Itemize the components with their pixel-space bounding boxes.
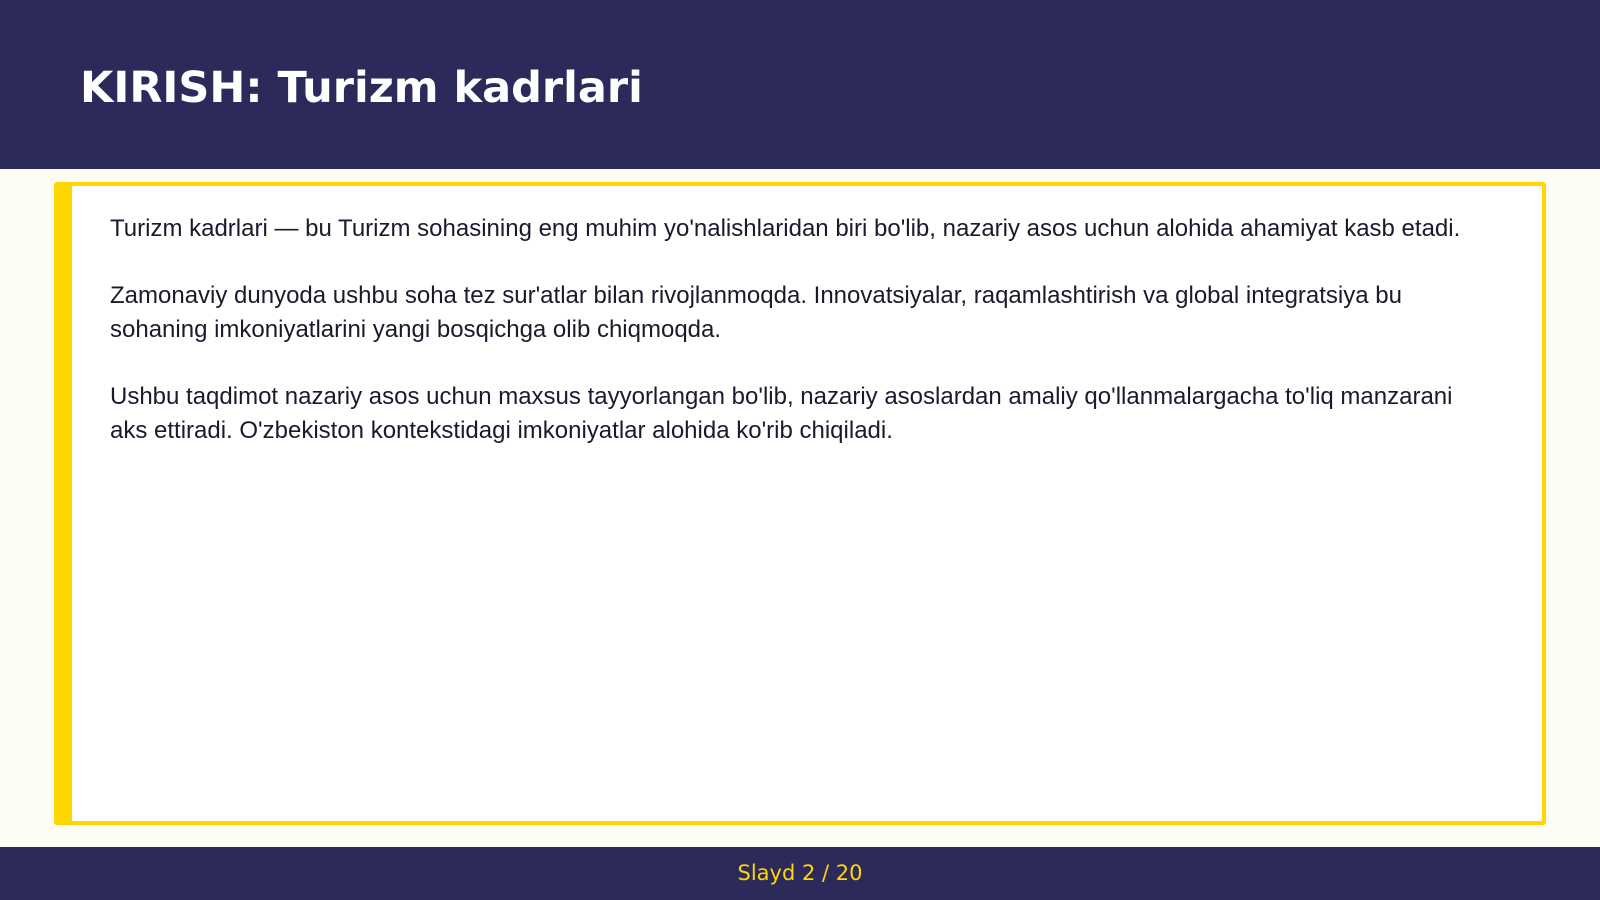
content-card: [54, 182, 1546, 825]
slide-counter: Slayd 2 / 20: [737, 861, 863, 885]
paragraph-modern-world: Zamonaviy dunyoda ushbu soha tez sur'atlar bilan rivojlanmoqda. Innovatsiyalar, raqamlashtirish va global integratsiya bu sohaning imkoniyatlarini yangi bosqichga olib chiqmoqda.: [110, 282, 1402, 343]
slide-header: [0, 0, 1600, 169]
content-text: [110, 212, 1490, 481]
paragraph-presentation-scope: Ushbu taqdimot nazariy asos uchun maxsus tayyorlangan bo'lib, nazariy asoslardan amaliy qo'llanmalargacha to'liq manzarani aks ettiradi. O'zbekiston kontekstidagi imkoniyatlar alohida ko'rib chiqiladi.: [110, 383, 1453, 444]
slide-title: KIRISH: Turizm kadrlari: [80, 63, 643, 113]
paragraph-intro: Turizm kadrlari — bu Turizm sohasining eng muhim yo'nalishlaridan biri bo'lib, nazariy asos uchun alohida ahamiyat kasb etadi.: [110, 215, 1461, 242]
slide-footer: [0, 847, 1600, 900]
